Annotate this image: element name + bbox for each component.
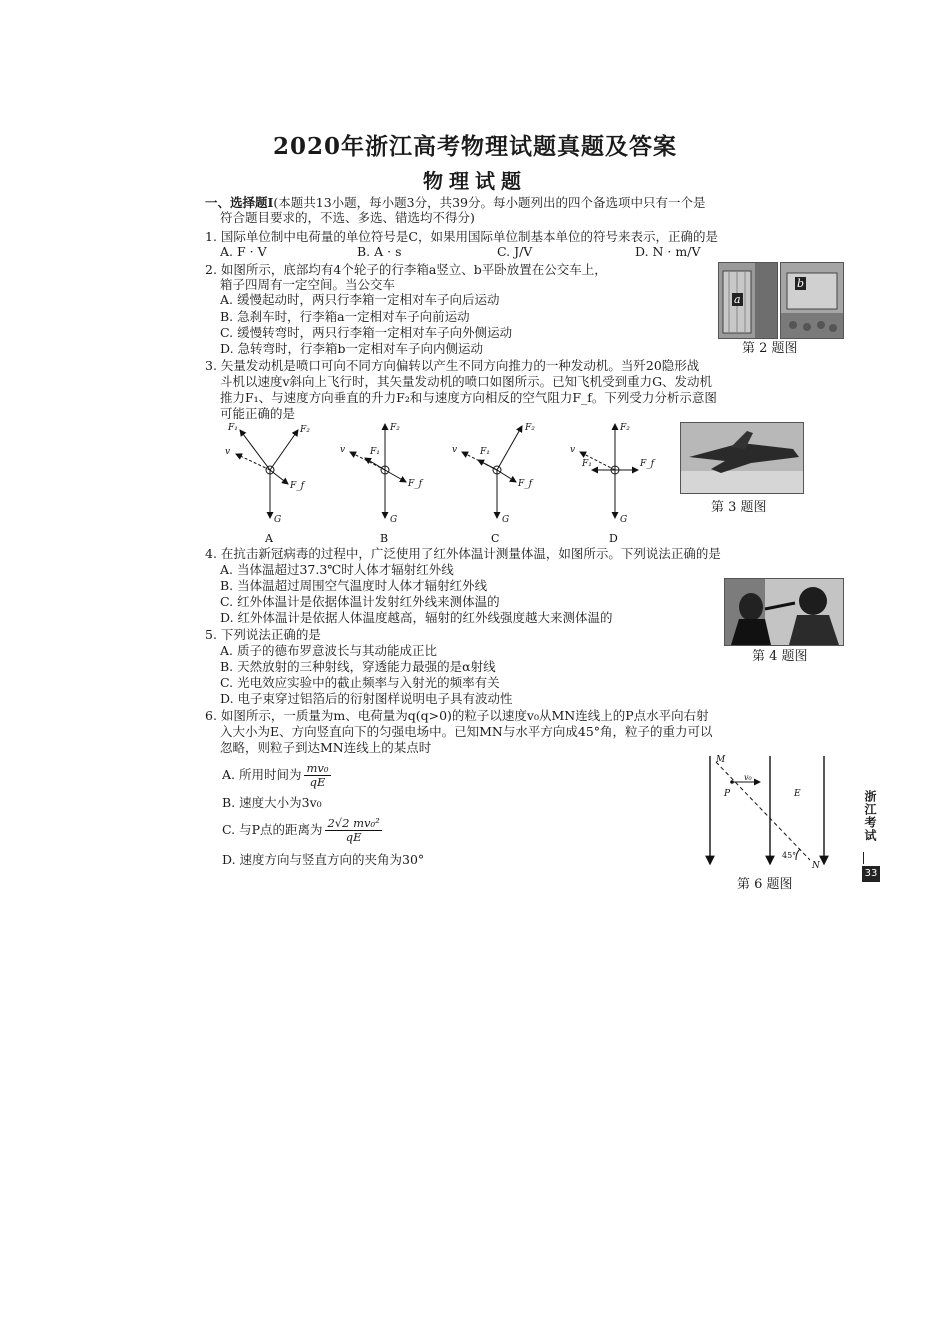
q3-diagram-c [452,423,535,545]
q6-label-n: N [812,861,820,870]
q3-a-v-label: v [225,447,231,457]
q1-option-b: B. A · s [357,244,402,259]
q2-option-a: A. 缓慢起动时，两只行李箱一定相对车子向后运动 [220,292,500,307]
q3-d-letter: D [609,532,618,545]
q3-b-f1-label: F₁ [370,447,380,457]
q6-option-a-fraction [304,762,330,789]
q3-diagram-b [340,423,424,545]
q6-label-v0: v₀ [744,773,752,782]
q2-photo-suitcase-a [718,262,778,339]
q3-c-v-label: v [452,445,458,455]
q3-force-diagrams [210,418,670,548]
q4-option-b: B. 当体温超过周围空气温度时人体才辐射红外线 [220,578,488,593]
page-number: 33 [862,866,880,882]
q3-caption: 第 3 题图 [711,500,767,515]
side-tab-zhejiang-exam [860,790,880,842]
q2-caption: 第 2 题图 [742,341,798,356]
q3-a-f1-label: F₁ [228,423,238,433]
q3-c-f1-label: F₁ [480,447,490,457]
q3-d-ff-label: F_f [640,459,655,469]
q3-c-ff-label: F_f [518,479,533,489]
section-header [205,195,706,210]
q4-option-d: D. 红外体温计是依据人体温度越高，辐射的红外线强度越大来测体温的 [220,610,613,625]
q6-stem-2: 入大小为E、方向竖直向下的匀强电场中。已知MN与水平方向成45°角，粒子的重力可以 [220,724,713,739]
q3-a-letter: A [265,532,273,545]
q6-label-e: E [794,789,801,799]
q4-option-a: A. 当体温超过37.3℃时人体才辐射红外线 [220,562,454,577]
q3-b-ff-label: F_f [408,479,423,489]
q3-stem-3: 推力F₁、与速度方向垂直的升力F₂和与速度方向相反的空气阻力F_f。下列受力分析示意图 [220,390,717,405]
q5-option-d: D. 电子束穿过铝箔后的衍射图样说明电子具有波动性 [220,691,513,706]
q3-diagram-a [225,423,310,545]
section-desc-2: 符合题目要求的，不选、多选、错选均不得分) [220,210,475,225]
q6-option-a-denominator: qE [309,775,326,789]
q6-option-c-fraction [325,817,381,844]
q3-photo-fighter-jet [680,422,804,494]
section-head: 一、选择题Ⅰ [205,195,274,210]
q3-stem-2: 斗机以速度v斜向上飞行时，其矢量发动机的喷口如图所示。已知飞机受到重力G、发动机 [220,374,713,389]
q3-b-v-label: v [340,445,346,455]
q6-option-a-numerator: mv₀ [306,761,329,775]
q4-caption: 第 4 题图 [752,649,808,664]
q6-field-diagram [700,752,840,870]
q3-b-f2-label: F₂ [390,423,400,433]
q1-option-d: D. N · m/V [635,244,701,259]
q6-label-m: M [716,755,726,765]
q6-option-c-numerator: 2√2 mv₀² [327,816,380,830]
q3-stem-1: 3. 矢量发动机是喷口可向不同方向偏转以产生不同方向推力的一种发动机。当歼20隐形战 [205,358,700,373]
q4-stem: 4. 在抗击新冠病毒的过程中，广泛使用了红外体温计测量体温，如图所示。下列说法正确的是 [205,546,721,561]
q4-photo-thermometer [724,578,844,646]
q3-d-f1-label: F₁ [582,459,592,469]
q3-diagram-d [570,423,656,545]
q6-option-b: B. 速度大小为3v₀ [222,795,322,810]
q5-stem: 5. 下列说法正确的是 [205,627,321,642]
q2-option-b: B. 急刹车时，行李箱a一定相对车子向前运动 [220,309,470,324]
q6-stem-1: 6. 如图所示，一质量为m、电荷量为q(q>0)的粒子以速度v₀从MN连线上的P点水平向右射 [205,708,709,723]
q3-b-g-label: G [390,515,398,525]
paper-title: 物理试题 [423,169,527,193]
q6-option-d: D. 速度方向与竖直方向的夹角为30° [222,852,425,867]
q2-option-c: C. 缓慢转弯时，两只行李箱一定相对车子向外侧运动 [220,325,513,340]
q3-c-g-label: G [502,515,510,525]
q1-option-a: A. F · V [220,244,267,259]
q3-a-f2-label: F₂ [300,425,310,435]
q3-d-v-label: v [570,445,576,455]
q6-label-angle: 45° [782,851,797,860]
q3-a-g-label: G [274,515,282,525]
q3-c-letter: C [491,532,500,545]
suitcase-a-label: a [734,293,741,306]
suitcase-b-label: b [797,277,805,290]
q4-option-c: C. 红外体温计是依据体温计发射红外线来测体温的 [220,594,500,609]
q6-option-c-denominator: qE [345,830,362,844]
q1-stem: 1. 国际单位制中电荷量的单位符号是C，如果用国际单位制基本单位的符号来表示，正确的是 [205,229,718,244]
q6-label-p: P [724,789,731,799]
q3-d-f2-label: F₂ [620,423,630,433]
document-title: 2020年浙江高考物理试题真题及答案 [272,133,677,160]
q3-b-letter: B [380,532,389,545]
q3-stem-4: 可能正确的是 [220,406,296,421]
section-desc-1: (本题共13小题，每小题3分，共39分。每小题列出的四个备选项中只有一个是 [273,195,706,210]
q2-stem-1: 2. 如图所示，底部均有4个轮子的行李箱a竖立、b平卧放置在公交车上， [205,262,607,277]
q5-option-c: C. 光电效应实验中的截止频率与入射光的频率有关 [220,675,500,690]
q2-photo-suitcase-b [780,262,844,339]
q1-option-c: C. J/V [497,244,533,259]
q6-option-c [222,815,385,845]
q6-caption: 第 6 题图 [737,877,793,892]
side-tab-divider [863,852,864,864]
q2-option-d: D. 急转弯时，行李箱b一定相对车子向内侧运动 [220,341,484,356]
q5-option-a: A. 质子的德布罗意波长与其动能成正比 [220,643,437,658]
q6-option-a [222,760,334,790]
q3-d-g-label: G [620,515,628,525]
q6-option-c-prefix: C. 与P点的距离为 [222,822,323,837]
q2-stem-2: 箱子四周有一定空间。当公交车 [220,277,396,292]
q5-option-b: B. 天然放射的三种射线，穿透能力最强的是α射线 [220,659,496,674]
q6-option-a-prefix: A. 所用时间为 [222,767,302,782]
q3-c-f2-label: F₂ [525,423,535,433]
q3-a-ff-label: F_f [290,481,305,491]
side-tab-text: 浙江考试 [863,790,877,842]
q6-stem-3: 忽略，则粒子到达MN连线上的某点时 [220,740,432,755]
